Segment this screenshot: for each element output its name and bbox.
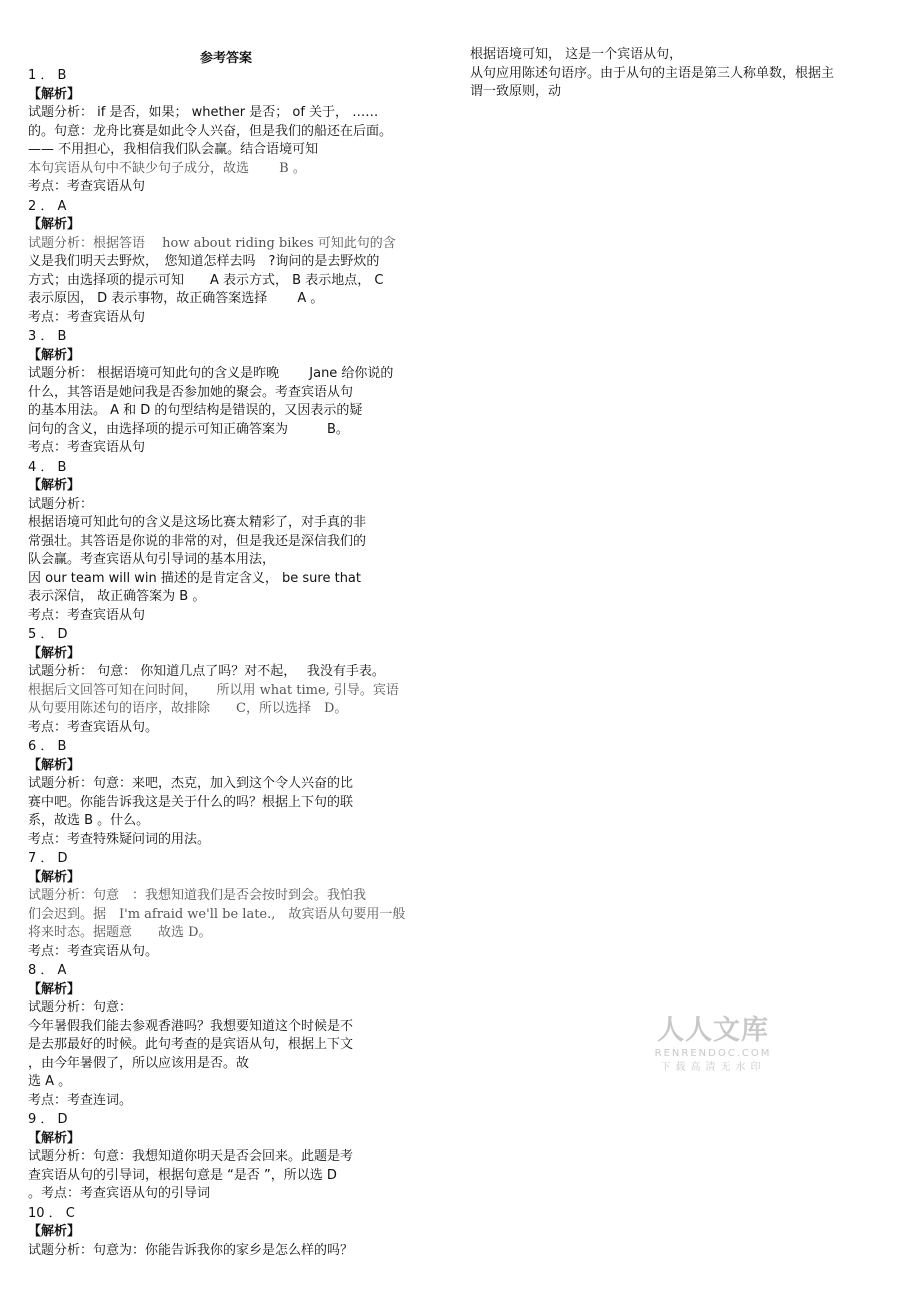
text-line: 考点：考查宾语从句 — [28, 179, 146, 194]
analysis-heading: 【解析】 — [28, 347, 81, 363]
text-line: 是去那最好的时候。此句考查的是宾语从句，根据上下文 — [28, 1037, 354, 1052]
text-line: 考点：考查宾语从句。 — [28, 719, 159, 735]
text-line: 义是我们明天去野炊， 您知道怎样去吗 ?询问的是去野炊的 — [28, 254, 380, 269]
text-line: 试题分析：句意： — [28, 1000, 133, 1015]
text-line: 考点：考查宾语从句 — [28, 607, 146, 623]
text-line: 根据后文回答可知在问时间， 所以用 what time, 引导。宾语 — [28, 682, 399, 698]
text-line: 试题分析： — [28, 496, 94, 512]
text-line: 因 our team will win 描述的是肯定含义， be sure that — [28, 570, 361, 586]
text-line: 考点：考查宾语从句。 — [28, 943, 159, 959]
text-line: —— 不用担心，我相信我们队会赢。结合语境可知 — [28, 142, 319, 157]
analysis-heading: 【解析】 — [28, 1224, 81, 1239]
text-line: 根据语境可知此句的含义是这场比赛太精彩了，对手真的非 — [28, 515, 367, 530]
question-number: 10 ． C — [28, 1205, 75, 1221]
analysis-heading: 【解析】 — [28, 217, 81, 232]
text-line: 考点：考查特殊疑问词的用法。 — [28, 831, 211, 847]
text-line: 试题分析： if 是否，如果； whether 是否； of 关于， …… — [28, 105, 379, 120]
analysis-heading: 【解析】 — [28, 981, 81, 997]
text-line: 考点：考查宾语从句 — [28, 309, 146, 325]
question-number: 8 ． A — [28, 963, 67, 978]
text-line: 表示原因， D 表示事物，故正确答案选择 A 。 — [28, 291, 324, 306]
analysis-heading: 【解析】 — [28, 757, 81, 773]
question-number: 3 ． B — [28, 329, 67, 344]
text-line: 从句要用陈述句的语序，故排除 C，所以选择 D。 — [28, 701, 348, 716]
analysis-heading: 【解析】 — [28, 869, 81, 885]
text-line: 问句的含义，由选择项的提示可知正确答案为 B。 — [28, 421, 349, 437]
text-line: 们会迟到。据 I'm afraid we'll be late., 故宾语从句要用一般 — [28, 906, 406, 922]
text-line: 表示深信， 故正确答案为 B 。 — [28, 589, 206, 604]
question-number: 9 ． D — [28, 1112, 68, 1127]
watermark-url: RENRENDOC.COM — [654, 1048, 772, 1059]
question-number: 4 ． B — [28, 459, 67, 475]
text-line: 赛中吧。你能告诉我这是关于什么的吗？根据上下句的联 — [28, 794, 354, 810]
text-line: 根据语境可知， 这是一个宾语从句， — [470, 47, 683, 62]
text-line: 方式；由选择项的提示可知 A 表示方式， B 表示地点， C — [28, 272, 384, 288]
text-line: 。考点：考查宾语从句的引导词 — [28, 1186, 211, 1201]
text-line: 试题分析：句意：来吧，杰克，加入到这个令人兴奋的比 — [28, 776, 354, 791]
text-line: 本句宾语从句中不缺少句子成分，故选 B 。 — [28, 160, 306, 176]
text-line: 试题分析：句意：我想知道你明天是否会回来。此题是考 — [28, 1149, 354, 1164]
text-line: 试题分析：句意为：你能告诉我你的家乡是怎么样的吗？ — [28, 1242, 354, 1258]
text-line: 从句应用陈述句语序。由于从句的主语是第三人称单数，根据主 — [470, 65, 835, 81]
text-line: 常强壮。其答语是你说的非常的对，但是我还是深信我们的 — [28, 533, 367, 549]
question-number: 6 ． B — [28, 739, 67, 754]
question-number: 5 ． D — [28, 627, 68, 642]
analysis-heading: 【解析】 — [28, 645, 81, 661]
left-column — [28, 66, 448, 1260]
text-line: 考点：考查连词。 — [28, 1092, 133, 1108]
watermark-logo — [648, 1015, 778, 1075]
text-line: 考点：考查宾语从句 — [28, 440, 146, 455]
text-line: 查宾语从句的引导词，根据句意是 “是否 ”，所以选 D — [28, 1167, 337, 1183]
text-line: 的。句意：龙舟比赛是如此令人兴奋，但是我们的船还在后面。 — [28, 123, 393, 139]
text-line: 系，故选 B 。什么。 — [28, 813, 150, 828]
question-number: 7 ． D — [28, 851, 68, 866]
text-line: 谓一致原则，动 — [470, 84, 562, 99]
text-line: 试题分析：句意 ：我想知道我们是否会按时到会。我怕我 — [28, 888, 367, 903]
analysis-heading: 【解析】 — [28, 478, 81, 493]
watermark-slogan: 下载高清无水印 — [660, 1062, 766, 1073]
text-line: 将来时态。据题意 故选 D。 — [28, 925, 212, 940]
text-line: 试题分析： 根据语境可知此句的含义是昨晚 Jane 给你说的 — [28, 366, 394, 381]
analysis-heading: 【解析】 — [28, 86, 81, 102]
watermark-brand: 人人文库 — [657, 1015, 769, 1046]
question-number: 1 ． B — [28, 68, 67, 83]
page-title: 参考答案 — [200, 51, 253, 66]
text-line: ，由今年暑假了，所以应该用是否。故 — [28, 1055, 250, 1071]
right-column — [470, 46, 890, 102]
text-line: 队会赢。考查宾语从句引导词的基本用法， — [28, 552, 276, 567]
analysis-heading: 【解析】 — [28, 1130, 81, 1146]
text-line: 今年暑假我们能去参观香港吗？我想要知道这个时候是不 — [28, 1018, 354, 1034]
text-line: 试题分析：根据答语 how about riding bikes 可知此句的含 — [28, 235, 396, 251]
text-line: 选 A 。 — [28, 1074, 72, 1089]
text-line: 什么，其答语是她问我是否参加她的聚会。考查宾语从句 — [28, 384, 354, 400]
text-line: 试题分析： 句意： 你知道几点了吗？对不起， 我没有手表。 — [28, 664, 385, 679]
text-line: 的基本用法。 A 和 D 的句型结构是错误的，又因表示的疑 — [28, 403, 363, 418]
question-number: 2 ． A — [28, 198, 67, 214]
